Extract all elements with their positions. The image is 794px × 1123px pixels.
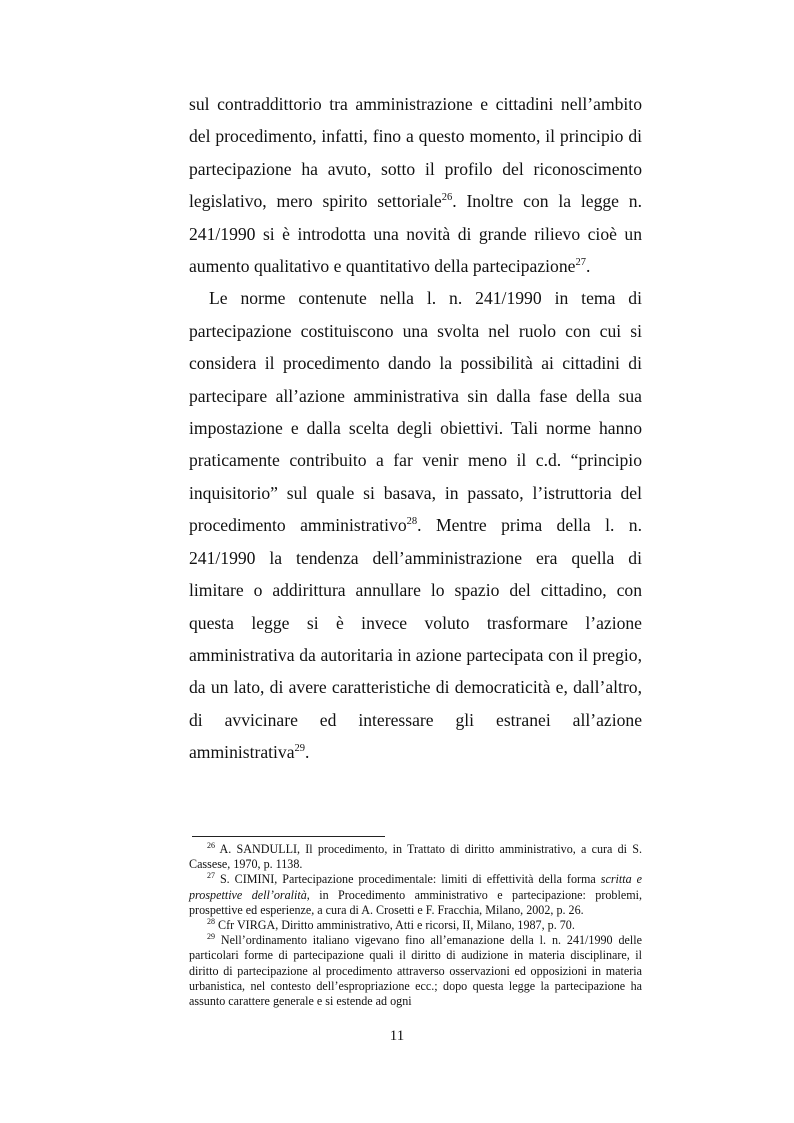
footnote-ref-29[interactable]: 29	[294, 743, 306, 755]
page-number: 11	[389, 1028, 405, 1044]
footnote-text: S. CIMINI, Partecipazione procedimentale: limiti di effettività della forma	[215, 872, 601, 887]
main-text	[189, 88, 642, 769]
paragraph-1	[189, 88, 642, 282]
footnote-number: 28	[207, 916, 215, 926]
footnote-text: , in Procedimento amministrativo e partecipazione: problemi, prospettive ed esperienze, a cura di A. Crosetti e F. Fracchia, Milano, 2002, p. 26.	[189, 887, 642, 917]
footnote-divider	[192, 836, 385, 837]
footnote-ref-27[interactable]: 27	[575, 257, 586, 269]
paragraph-text: Le norme contenute nella l. n. 241/1990 in tema di partecipazione costituiscono una svolta nel ruolo con cui si considera il procedimento dando la possibilità ai cittadini di partecipare all’azione amministrativa sin dalla fase della sua impostazione e dalla scelta degli obiettivi. Tali norme hanno praticamente contribuito a far venir meno il c.d. “principio inquisitorio” sul quale si basava, in passato, l’istruttoria del procedimento amministrativo	[189, 288, 642, 536]
footnote-26	[189, 842, 642, 872]
footnote-29	[189, 933, 642, 1009]
paragraph-text: .	[305, 742, 310, 763]
paragraph-text: . Inoltre con la legge n. 241/1990 si è introdotta una novità di grande rilievo cioè un aumento qualitativo e quantitativo della partecipazione	[189, 191, 642, 277]
paragraph-text: . Mentre prima della l. n. 241/1990 la tendenza dell’amministrazione era quella di limitare o addirittura annullare lo spazio del cittadino, con questa legge si è invece voluto trasformare l’azione amministrativa da autoritaria in azione partecipata con il pregio, da un lato, di avere caratteristiche di democraticità e, dall’altro, di avvicinare ed interessare gli estranei all’azione amministrativa	[189, 515, 642, 763]
footnote-italic-title: scritta e prospettive dell’oralità	[189, 872, 642, 902]
footnote-text: A. SANDULLI, Il procedimento, in Trattato di diritto amministrativo, a cura di S. Cassese, 1970, p. 1138.	[189, 842, 642, 872]
paragraph-text: .	[585, 256, 591, 277]
footnote-28	[189, 918, 642, 933]
footnote-27	[189, 872, 642, 918]
paragraph-text: sul contraddittorio tra amministrazione e cittadini nell’ambito del procedimento, infatti, fino a questo momento, il principio di partecipazione ha avuto, sotto il profilo del riconoscimento legislativo, mero spirito settoriale	[189, 94, 642, 212]
footnote-text: Nell’ordinamento italiano vigevano fino all’emanazione della l. n. 241/1990 delle particolari forme di partecipazione quali il diritto di audizione in materia disciplinare, il diritto di partecipazione al procedimento attraverso osservazioni ed opposizioni in materia urbanistica, nel contesto dell’espropriazione ecc.; dopo questa legge la partecipazione ha assunto carattere generale e si estende ad ogni	[189, 933, 642, 1009]
footnote-number: 29	[207, 932, 215, 942]
paragraph-2	[189, 282, 642, 768]
footnote-ref-28[interactable]: 28	[406, 516, 418, 528]
footnote-number: 27	[207, 871, 215, 881]
footnote-text: Cfr VIRGA, Diritto amministrativo, Atti e ricorsi, II, Milano, 1987, p. 70.	[215, 918, 575, 933]
footnote-ref-26[interactable]: 26	[441, 192, 453, 204]
footnotes	[189, 842, 642, 1009]
footnote-number: 26	[207, 840, 215, 850]
